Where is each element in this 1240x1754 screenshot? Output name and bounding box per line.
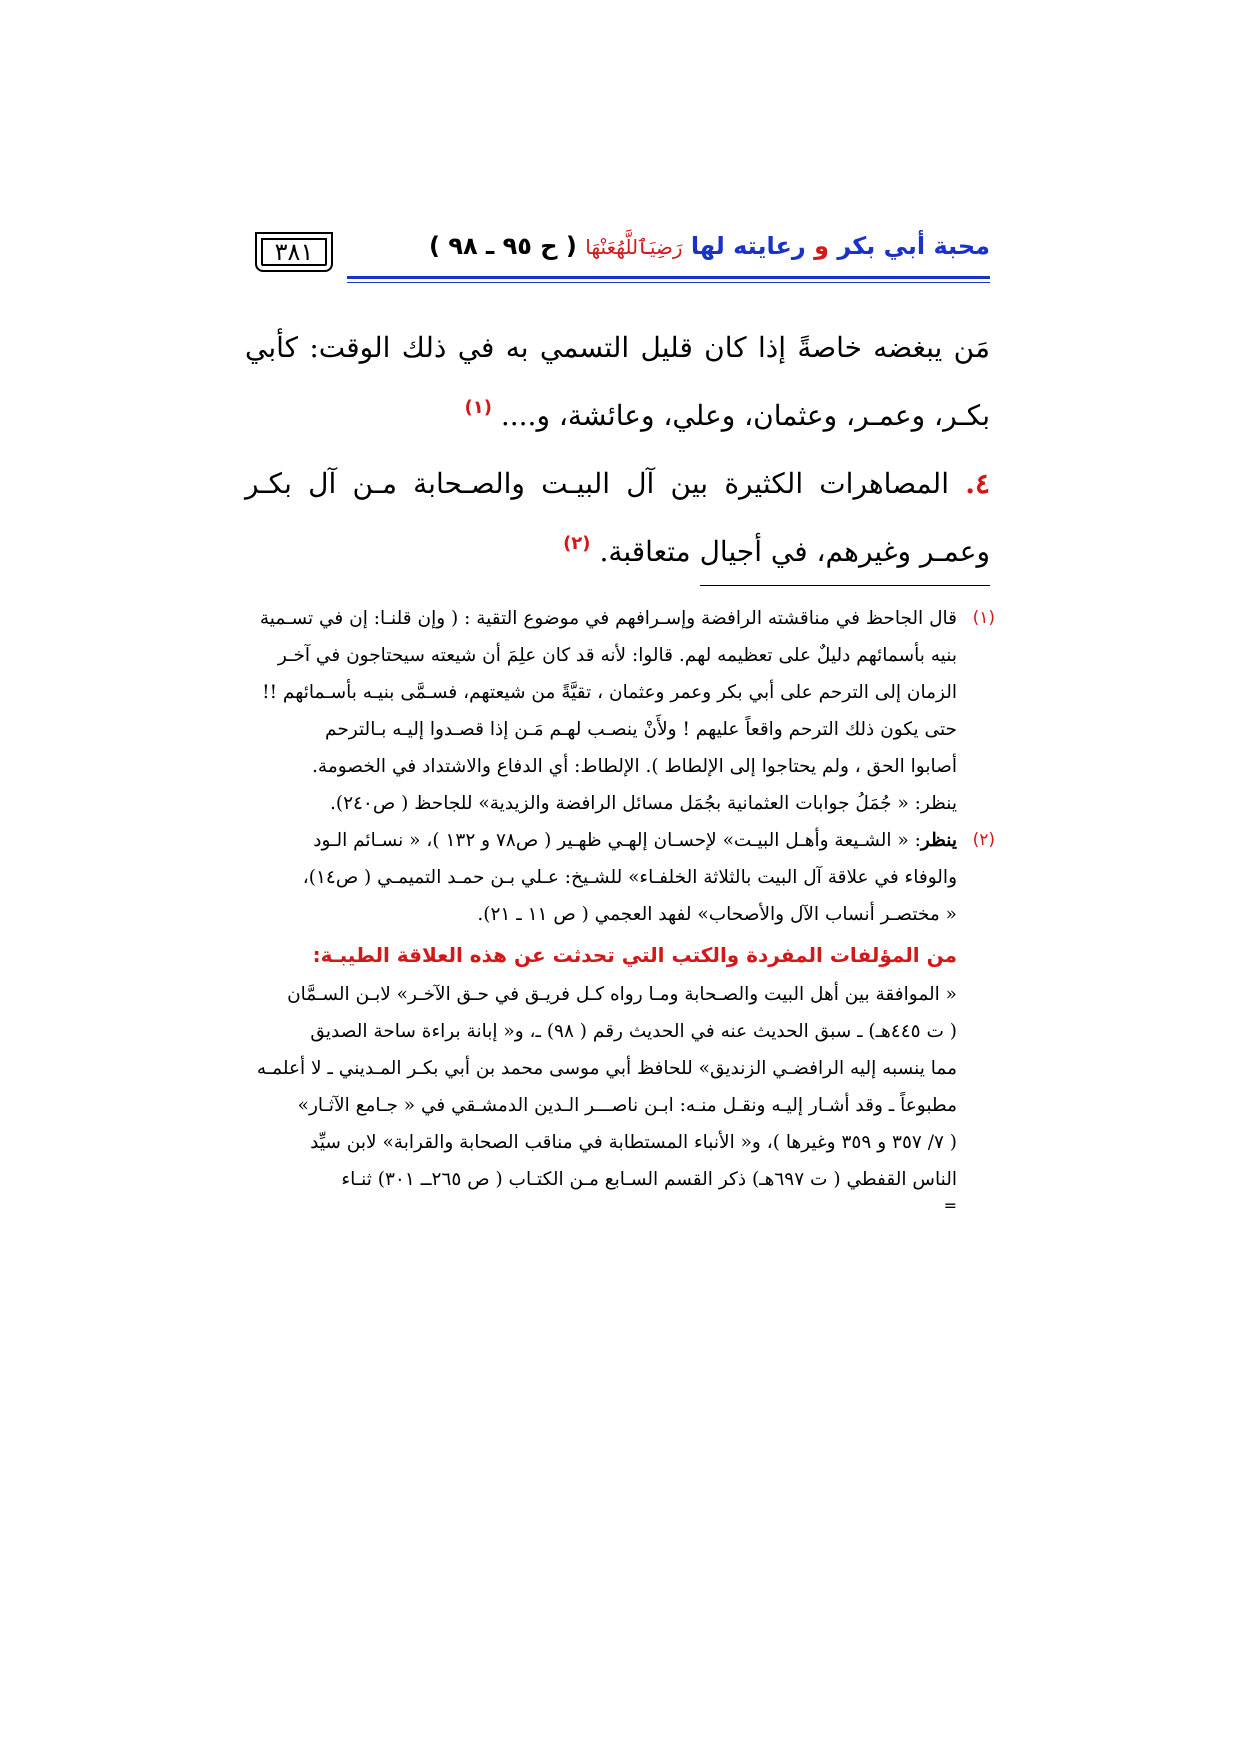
fn2-line: « الموافقة بين أهل البيت والصـحابة ومـا رواه كـل فريـق في حـق الآخـر» لابـن السـمَّان xyxy=(287,984,957,1005)
title-part1: محبة أبي بكر xyxy=(837,232,990,260)
para2-line1: المصاهرات الكثيرة بين آل البيـت والصـحابة مـن آل بكـر وعمـر xyxy=(245,467,990,568)
footnote-2-number: (٢) xyxy=(972,830,995,850)
fn2-line xyxy=(245,822,957,859)
paragraph-2 xyxy=(245,454,990,582)
hadith-ref: ( ح ٩٥ ـ ٩٨ ) xyxy=(429,232,577,260)
running-title xyxy=(429,232,990,260)
title-part3: رعايته لها xyxy=(690,232,806,260)
footnote-separator xyxy=(700,585,990,586)
fn1-line: أصابوا الحق ، ولم يحتاجوا إلى الإلطاط ). الإلطاط: أي الدفاع والاشتداد في الخصومة. xyxy=(312,756,957,777)
fn1-line: بنيه بأسمائهم دليلٌ على تعظيمه لهم. قالوا: لأنه قد كان علِمَ أن شيعته سيحتاجون في آخـر xyxy=(277,645,957,666)
main-text xyxy=(245,318,990,590)
continuation-mark: = xyxy=(943,1196,957,1215)
para1-line1: مَن يبغضه خاصةً إذا كان قليل التسمي به في ذلك الوقت: كأبي بكـر، وعمـر، xyxy=(245,331,990,432)
para1-line2: وعثمان، وعلي، وعائشة، و.... xyxy=(500,399,838,432)
header-rule xyxy=(347,276,990,279)
fn2-line: « مختصـر أنساب الآل والأصحاب» لفهد العجمي ( ص ١١ ـ ٢١). xyxy=(477,904,957,925)
title-part2: و xyxy=(814,232,829,260)
fn2-line1-rest: : « الشـيعة وأهـل البيـت» لإحسـان إلهـي ظهـير ( ص٧٨ و ١٣٢ )، « نسـائم الـود xyxy=(313,830,921,851)
header-rule-thin xyxy=(347,282,990,283)
page-header xyxy=(255,232,990,302)
paragraph-1 xyxy=(245,318,990,446)
list-number-4: ٤. xyxy=(965,467,990,500)
footnotes xyxy=(245,600,995,1214)
footnote-2 xyxy=(245,822,995,1214)
fn2-line: والوفاء في علاقة آل البيت بالثلاثة الخلفـاء» للشـيخ: عـلي بـن حمـد التميمـي ( ص١٤)، xyxy=(302,867,957,888)
fn1-line: الزمان إلى الترحم على أبي بكر وعمر وعثمان ، تقيَّةً من شيعتهم، فسـمَّى بنيـه بأسـمائهم !! xyxy=(262,682,957,703)
page-number: ٣٨١ xyxy=(255,232,333,272)
fn2-line: ( ت ٤٤٥هـ) ـ سبق الحديث عنه في الحديث رقم ( ٩٨) ـ، و« إبانة براءة ساحة الصديق xyxy=(310,1021,957,1042)
fn2-line: مما ينسبه إليه الرافضـي الزنديق» للحافظ أبي موسى محمد بن أبي بكـر المـديني ـ لا أعلمـه xyxy=(256,1058,957,1079)
fn2-lead: ينظر xyxy=(920,830,957,851)
footnote-1 xyxy=(245,600,995,822)
footnote-ref-2[interactable]: (٢) xyxy=(563,533,591,554)
fn2-line: الناس القفطي ( ت ٦٩٧هـ) ذكر القسم السـابع مـن الكتـاب ( ص ٢٦٥ــ ٣٠١) ثنـاء xyxy=(341,1169,957,1190)
fn1-line: ينظر: « جُمَلُ جوابات العثمانية بجُمَل مسائل الرافضة والزيدية» للجاحظ ( ص٢٤٠). xyxy=(329,793,957,814)
section-heading: من المؤلفات المفردة والكتب التي تحدثت عن هذه العلاقة الطيبـة: xyxy=(312,943,957,967)
fn1-line: حتى يكون ذلك الترحم واقعاً عليهم ! ولأَنْ ينصـب لهـم مَـن إذا قصـدوا إليـه بـالترحم xyxy=(325,719,957,740)
honorific: رَضِيَٱللَّهُعَنْهَا xyxy=(585,235,683,259)
footnote-ref-1[interactable]: (١) xyxy=(464,397,492,418)
fn2-line: مطبوعاً ـ وقد أشـار إليـه ونقـل منـه: ابـن ناصـــر الـدين الدمشـقي في « جـامع الآثـار» xyxy=(297,1095,957,1116)
footnote-1-number: (١) xyxy=(972,608,995,628)
para2-line2: وغيرهم، في أجيال متعاقبة. xyxy=(599,535,912,568)
fn2-line: ( ٧/ ٣٥٧ و ٣٥٩ وغيرها )، و« الأنباء المستطابة في مناقب الصحابة والقرابة» لابن سيِّد xyxy=(310,1132,957,1153)
fn1-line: قال الجاحظ في مناقشته الرافضة وإسـرافهم في موضوع التقية : ( وإن قلنـا: إن في تسـمية xyxy=(259,608,957,629)
